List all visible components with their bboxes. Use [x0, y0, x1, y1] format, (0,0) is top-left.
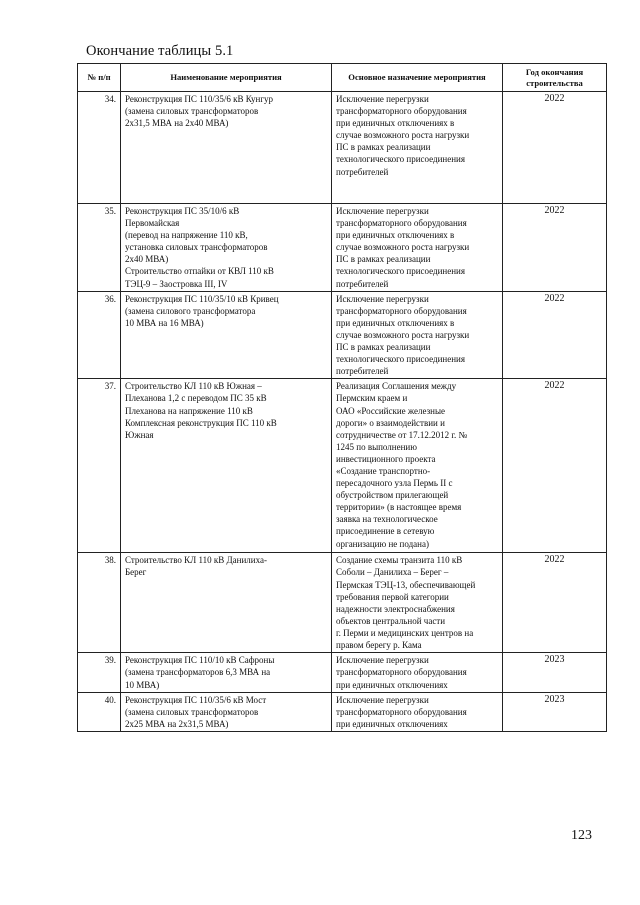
measure-name: Реконструкция ПС 110/35/6 кВ Мост (замена силовых трансформаторов 2х25 МВА на 2х31,5 МВА)	[121, 692, 332, 731]
table-row	[78, 204, 607, 292]
measure-purpose: Создание схемы транзита 110 кВ Соболи – Данилиха – Берег – Пермская ТЭЦ-13, обеспечивающей требования первой категории надежности электроснабжения объектов центральной части г. Перми и медицинских центров на правом берегу р. Кама	[332, 553, 503, 653]
header-number: № п/п	[78, 64, 121, 92]
measure-name: Реконструкция ПС 110/10 кВ Сафроны (замена трансформаторов 6,3 МВА на 10 МВА)	[121, 653, 332, 692]
page-number: 123	[571, 828, 592, 843]
header-measure-name: Наименование мероприятия	[121, 64, 332, 92]
completion-year: 2023	[503, 653, 607, 692]
row-number: 38.	[78, 553, 121, 653]
completion-year: 2022	[503, 553, 607, 653]
table-row	[78, 692, 607, 731]
header-row	[78, 64, 607, 92]
header-year: Год окончания строительства	[503, 64, 607, 92]
measure-name: Реконструкция ПС 110/35/6 кВ Кунгур (замена силовых трансформаторов 2х31,5 МВА на 2х40 МВА)	[121, 92, 332, 204]
measure-name: Реконструкция ПС 110/35/10 кВ Кривец (замена силового трансформатора 10 МВА на 16 МВА)	[121, 291, 332, 379]
completion-year: 2022	[503, 291, 607, 379]
measure-name: Строительство КЛ 110 кВ Данилиха- Берег	[121, 553, 332, 653]
table-row	[78, 92, 607, 204]
measure-purpose: Исключение перегрузки трансформаторного оборудования при единичных отключениях в случае возможного роста нагрузки ПС в рамках реализации технологического присоединения потребителей	[332, 92, 503, 204]
row-number: 34.	[78, 92, 121, 204]
row-number: 37.	[78, 379, 121, 553]
measure-purpose: Исключение перегрузки трансформаторного оборудования при единичных отключениях	[332, 653, 503, 692]
measure-purpose: Реализация Соглашения между Пермским краем и ОАО «Российские железные дороги» о взаимодействии и сотрудничестве от 17.12.2012 г. № 1245 по выполнению инвестиционного проекта «Создание транспортно- пересадочного узла Пермь II с обустройством прилегающей территории» (в настоящее время заявка на технологическое присоединение в сетевую организацию не подана)	[332, 379, 503, 553]
table-caption: Окончание таблицы 5.1	[86, 43, 234, 59]
measure-purpose: Исключение перегрузки трансформаторного оборудования при единичных отключениях в случае возможного роста нагрузки ПС в рамках реализации технологического присоединения потребителей	[332, 291, 503, 379]
measure-name: Реконструкция ПС 35/10/6 кВ Первомайская (перевод на напряжение 110 кВ, установка силовых трансформаторов 2х40 МВА) Строительство отпайки от КВЛ 110 кВ ТЭЦ-9 – Заостровка III, IV	[121, 204, 332, 292]
table-row	[78, 379, 607, 553]
completion-year: 2023	[503, 692, 607, 731]
table-body	[78, 92, 607, 732]
table-row	[78, 553, 607, 653]
completion-year: 2022	[503, 92, 607, 204]
measure-purpose: Исключение перегрузки трансформаторного оборудования при единичных отключениях в случае возможного роста нагрузки ПС в рамках реализации технологического присоединения потребителей	[332, 204, 503, 292]
row-number: 40.	[78, 692, 121, 731]
table-header	[78, 64, 607, 92]
header-purpose: Основное назначение мероприятия	[332, 64, 503, 92]
completion-year: 2022	[503, 379, 607, 553]
row-number: 35.	[78, 204, 121, 292]
row-number: 39.	[78, 653, 121, 692]
measure-name: Строительство КЛ 110 кВ Южная – Плеханова 1,2 с переводом ПС 35 кВ Плеханова на напряжение 110 кВ Комплексная реконструкция ПС 110 кВ Южная	[121, 379, 332, 553]
measures-table	[77, 63, 607, 732]
row-number: 36.	[78, 291, 121, 379]
table-row	[78, 653, 607, 692]
completion-year: 2022	[503, 204, 607, 292]
table-row	[78, 291, 607, 379]
measure-purpose: Исключение перегрузки трансформаторного оборудования при единичных отключениях	[332, 692, 503, 731]
